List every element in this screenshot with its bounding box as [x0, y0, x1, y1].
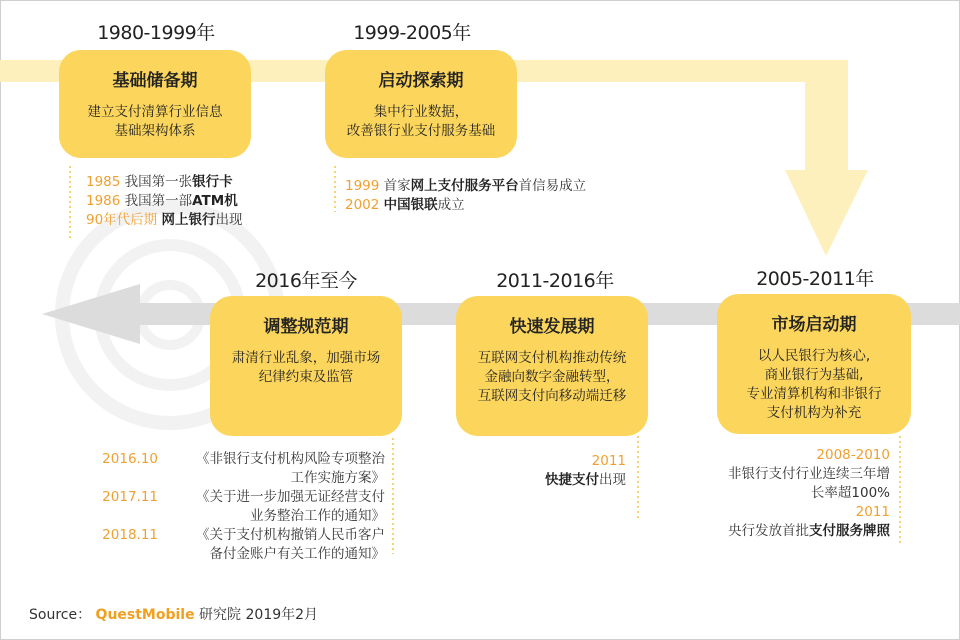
stage-4-title: 快速发展期 [509, 317, 595, 337]
event-text: 快捷支付出现 [545, 472, 626, 488]
stage-4-events [480, 452, 626, 490]
stage-2-desc-line: 改善银行业支付服务基础 [346, 123, 496, 139]
stage-3-desc-line: 支付机构为补充 [766, 405, 862, 421]
policy-item: 2016.10 《非银行支付机构风险专项整治 工作实施方案》 [102, 451, 385, 486]
stage-4-card [456, 296, 648, 436]
stage-1-desc-line: 建立支付清算行业信息 [87, 104, 223, 120]
stage-2-card [325, 50, 517, 158]
stage-1-title: 基础储备期 [112, 71, 198, 91]
event-item: 1986 我国第一部ATM机 [86, 193, 238, 209]
event-item: 90年代后期 网上银行出现 [86, 212, 243, 228]
event-item: 1985 我国第一张银行卡 [86, 174, 233, 190]
stage-3-title: 市场启动期 [771, 315, 857, 335]
stage-5-period: 2016年至今 [255, 270, 357, 292]
stage-5-desc-line: 肃清行业乱象，加强市场 [231, 350, 381, 366]
stage-5-title: 调整规范期 [263, 317, 349, 337]
source-brand: QuestMobile [95, 607, 195, 623]
stage-4-period: 2011-2016年 [496, 270, 614, 292]
stage-3-desc-line: 以人民银行为核心, [757, 348, 871, 364]
stage-4-desc-line: 互联网支付机构推动传统 [477, 350, 627, 366]
event-year: 2011 [855, 504, 890, 520]
source-rest: 研究院 2019年2月 [194, 607, 319, 623]
stage-4-desc-line: 互联网支付向移动端迁移 [477, 388, 627, 404]
event-text: 非银行支付行业连续三年增 [728, 466, 890, 482]
stage-4-desc-line: 金融向数字金融转型， [484, 369, 620, 385]
stage-1-events [86, 173, 242, 230]
stage-2-period: 1999-2005年 [353, 22, 471, 44]
stage-5-desc-line: 纪律约束及监管 [258, 369, 354, 385]
event-year: 2011 [591, 453, 626, 469]
stage-3-card [717, 294, 911, 434]
stage-2-events [345, 177, 586, 215]
stage-3-period: 2005-2011年 [756, 268, 874, 290]
stage-2-desc-line: 集中行业数据， [373, 104, 469, 120]
event-text: 长率超100% [810, 485, 890, 501]
source-note [29, 604, 318, 624]
stage-3-events [680, 446, 890, 541]
stage-3-desc-line: 专业清算机构和非银行 [746, 386, 882, 402]
source-label: Source： [29, 607, 92, 623]
event-item: 2002 中国银联成立 [345, 197, 465, 213]
stage-2-title: 启动探索期 [378, 71, 464, 91]
stage-1-card [59, 50, 251, 158]
stage-1-desc-line: 基础架构体系 [114, 123, 196, 139]
event-item: 1999 首家网上支付服务平台首信易成立 [345, 178, 587, 194]
event-text: 央行发放首批支付服务牌照 [728, 523, 890, 539]
stage-3-desc-line: 商业银行为基础, [764, 367, 864, 383]
stage-1-period: 1980-1999年 [97, 22, 215, 44]
policy-item: 2018.11 《关于支付机构撤销人民币客户 备付金账户有关工作的通知》 [102, 527, 385, 562]
stage-5-events [100, 450, 385, 564]
stage-5-card [210, 296, 402, 436]
event-year: 2008-2010 [816, 447, 890, 463]
policy-item: 2017.11 《关于进一步加强无证经营支付 业务整治工作的通知》 [102, 489, 385, 524]
